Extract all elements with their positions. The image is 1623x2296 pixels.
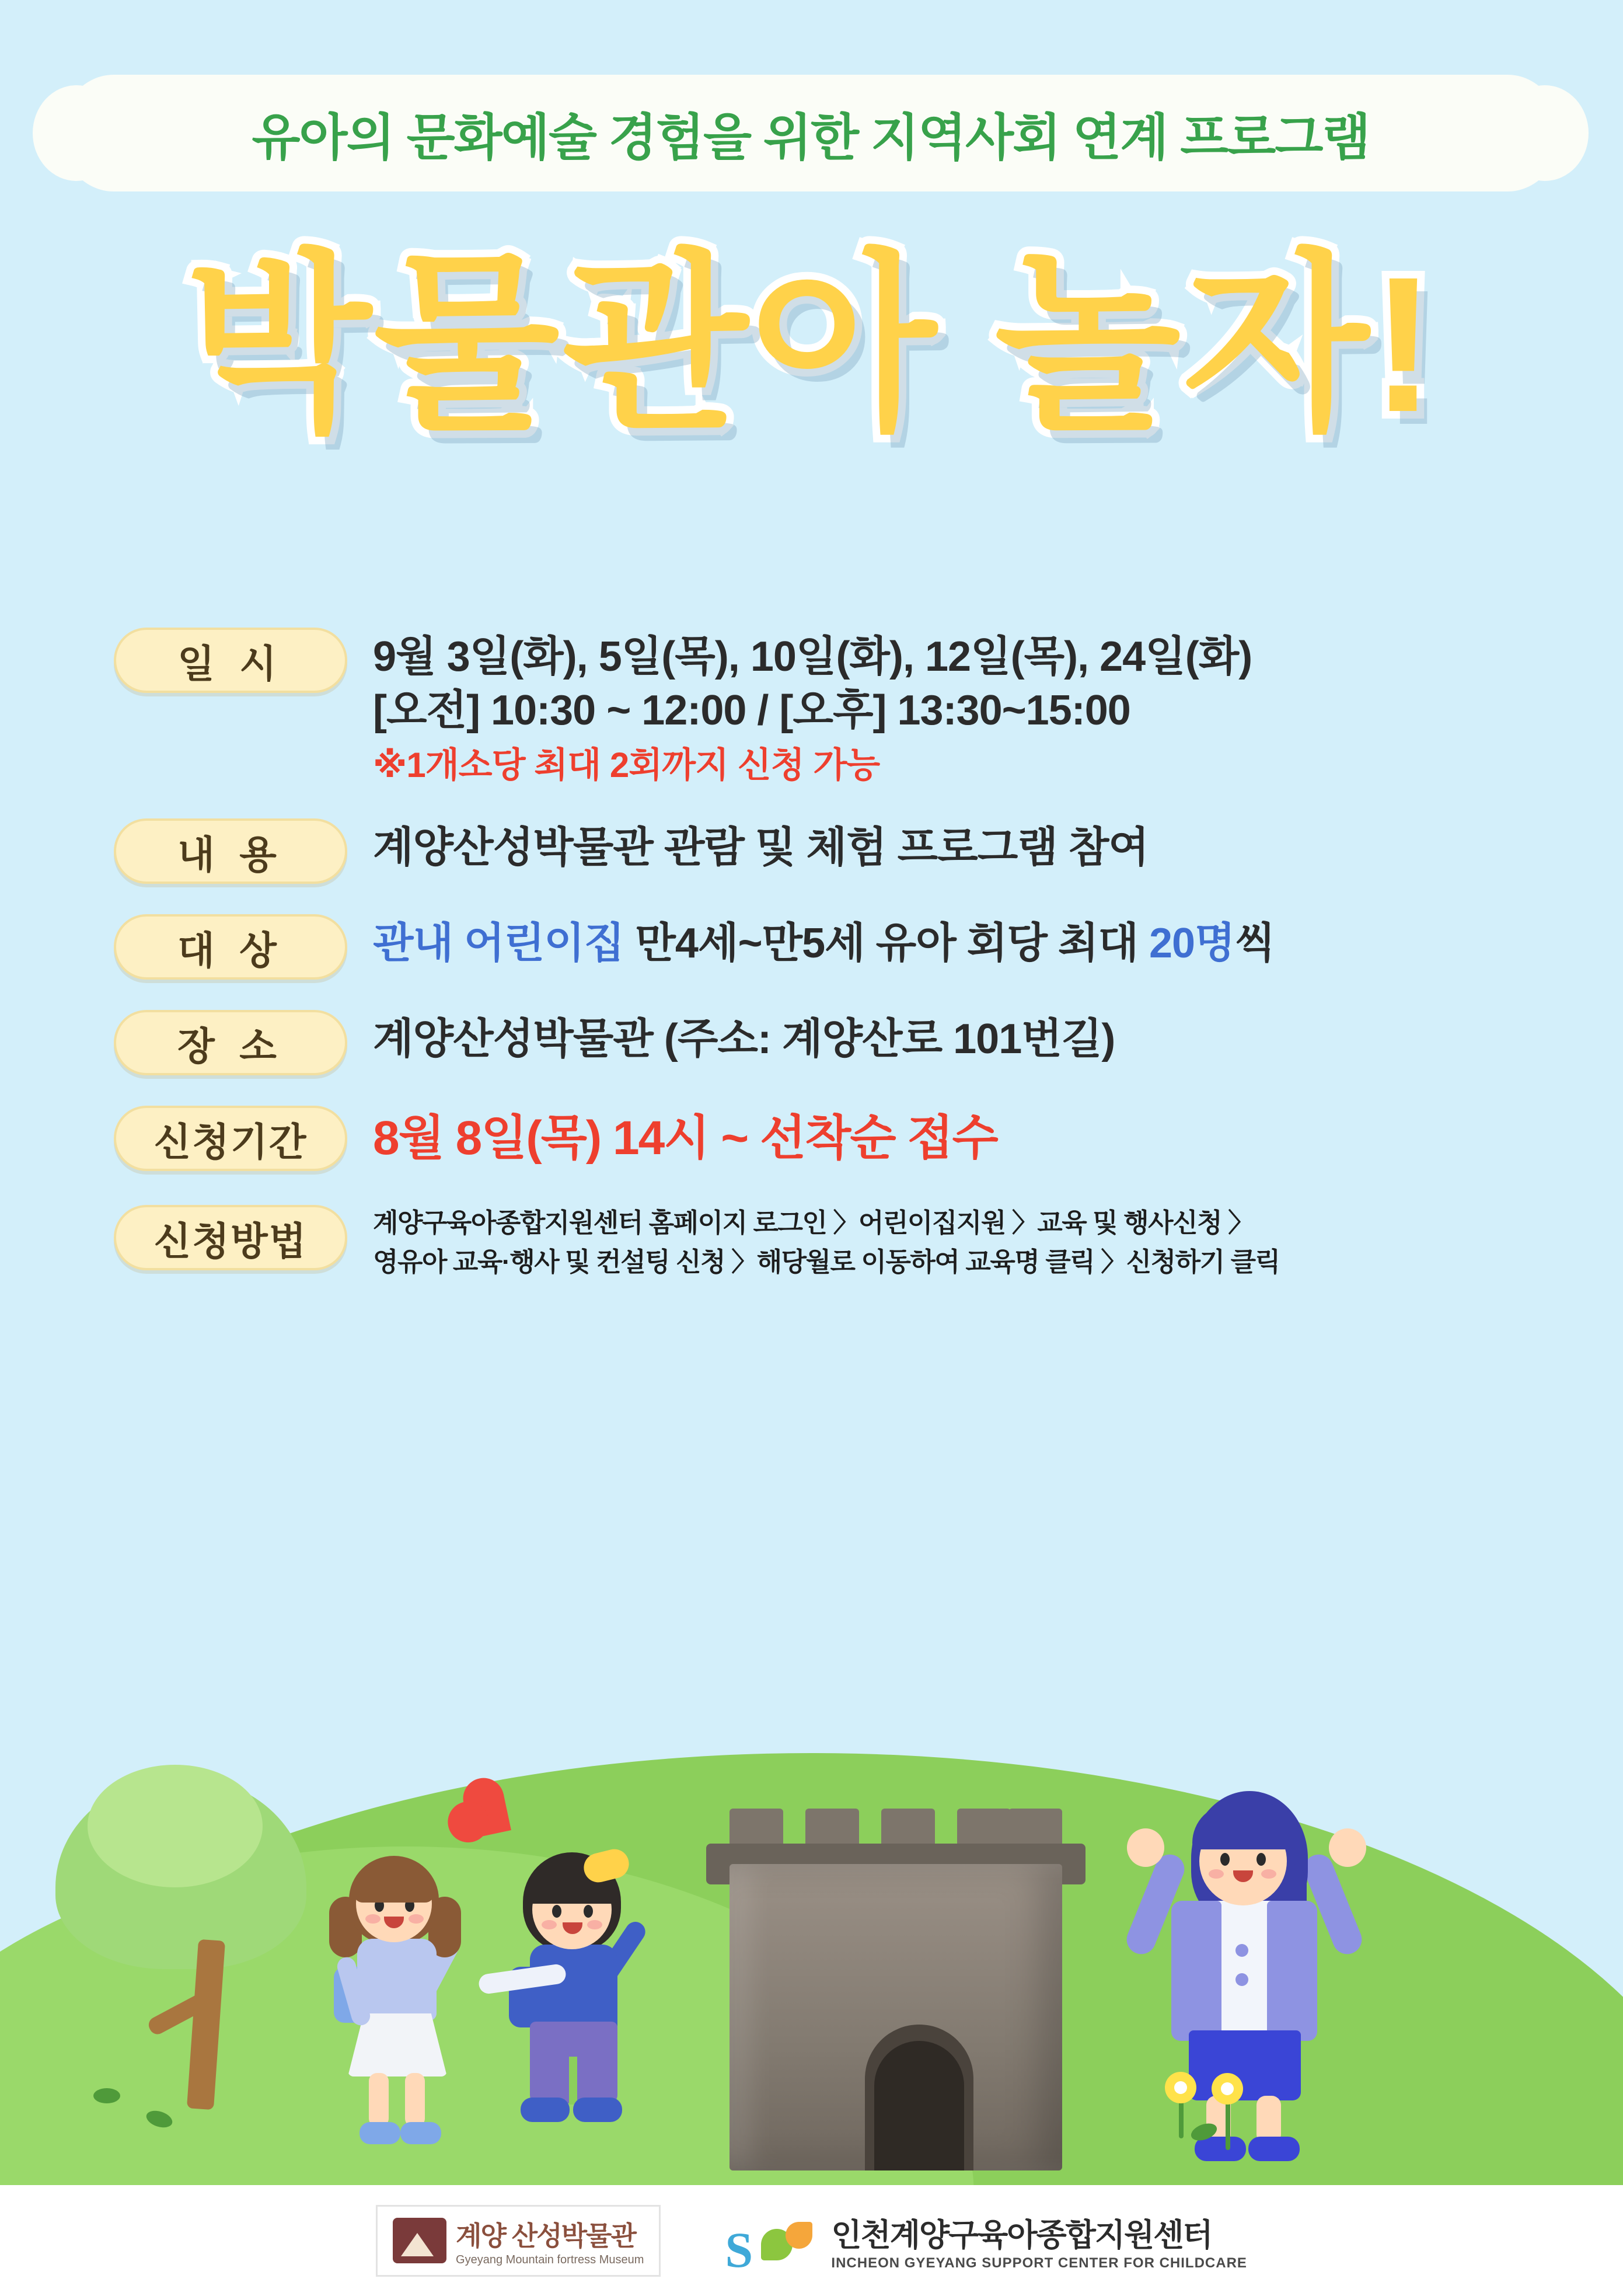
eye-icon: [584, 1905, 593, 1918]
eye-icon: [1220, 1853, 1230, 1866]
value-method: [373, 1201, 1532, 1281]
hair-bangs: [1192, 1804, 1303, 1849]
shoe: [573, 2098, 622, 2122]
page-title: 박물관아 놀자!: [185, 236, 1438, 452]
fortress-illustration: [706, 1809, 1086, 2170]
datetime-note: ※1개소당 최대 2회까지 신청 가능: [373, 745, 880, 785]
target-dark-tail: 씩: [1234, 920, 1275, 967]
target-blue-tail: 20명: [1149, 920, 1235, 967]
info-row-content: [114, 818, 1532, 884]
center-logo-mark-icon: [725, 2214, 818, 2278]
jacket-right: [1267, 1901, 1317, 2041]
center-name-en: INCHEON GYEYANG SUPPORT CENTER FOR CHILDCARE: [831, 2255, 1247, 2271]
ribbon-text: 유아의 문화예술 경험을 위한 지역사회 연계 프로그램: [252, 110, 1370, 166]
shoe: [521, 2098, 570, 2122]
label-method: 신청방법: [114, 1205, 347, 1270]
label-datetime: 일 시: [114, 628, 347, 693]
cheek: [587, 1920, 602, 1929]
page-title-block: [0, 234, 1623, 455]
target-line-1: [373, 917, 1532, 970]
shoe: [1248, 2137, 1300, 2161]
label-target: 대 상: [114, 914, 347, 980]
target-blue-lead: 관내 어린이집: [373, 920, 624, 967]
method-line-2: 영유아 교육·행사 및 컨설팅 신청 〉해당월로 이동하여 교육명 클릭 〉신청하기 클릭: [373, 1246, 1280, 1277]
ribbon-banner: [61, 75, 1561, 191]
content-line-1: 계양산성박물관 관람 및 체험 프로그램 참여: [373, 824, 1149, 872]
flower-stem: [1179, 2098, 1184, 2138]
leg-gap: [569, 2057, 577, 2105]
target-dark-mid: 만4세~만5세 유아 회당 최대: [624, 920, 1150, 967]
label-period: 신청기간: [114, 1106, 347, 1171]
mouth-icon: [1233, 1870, 1253, 1882]
museum-logo-text: [456, 2215, 644, 2267]
mouth-icon: [384, 1917, 404, 1928]
fortress-wall: [730, 1864, 1062, 2170]
eye-icon: [552, 1905, 561, 1918]
shoe: [359, 2122, 400, 2144]
museum-logo-mark-icon: [393, 2218, 446, 2263]
child-girl-ribbon: [467, 1846, 694, 2162]
period-line-1: 8월 8일(목) 14시 ~ 선착순 접수: [373, 1112, 997, 1165]
shoe: [400, 2122, 441, 2144]
datetime-line-1: 9월 3일(화), 5일(목), 10일(화), 12일(목), 24일(화): [373, 633, 1252, 680]
skirt: [1189, 2030, 1301, 2100]
info-list: [114, 628, 1532, 1312]
label-place: 장 소: [114, 1010, 347, 1075]
adult-teacher: [1121, 1791, 1378, 2165]
fortress-gate-opening: [874, 2041, 964, 2170]
museum-name-en: Gyeyang Mountain fortress Museum: [456, 2253, 644, 2266]
shoe: [1195, 2137, 1246, 2161]
center-logo-drop: [786, 2222, 812, 2249]
leg: [405, 2073, 425, 2127]
datetime-line-2: [오전] 10:30 ~ 12:00 / [오후] 13:30~15:00: [373, 687, 1130, 734]
jacket-left: [1171, 1901, 1221, 2041]
method-line-1: 계양구육아종합지원센터 홈페이지 로그인 〉어린이집지원 〉교육 및 행사신청 〉: [373, 1208, 1254, 1238]
museum-name-ko: 계양 산성박물관: [456, 2220, 636, 2251]
center-logo-letter: S: [725, 2222, 753, 2278]
label-content: 내 용: [114, 818, 347, 884]
jacket-button: [1235, 1944, 1248, 1957]
cheek: [1209, 1869, 1224, 1879]
center-name-ko: 인천계양구육아종합지원센터: [831, 2217, 1212, 2253]
info-row-place: [114, 1010, 1532, 1075]
flower-core: [1221, 2082, 1234, 2095]
value-period: [373, 1106, 1532, 1169]
shirt: [357, 1939, 437, 2020]
value-content: [373, 818, 1532, 874]
cheek: [1261, 1869, 1276, 1879]
logo-museum: [376, 2205, 661, 2277]
info-row-target: [114, 914, 1532, 980]
value-place: [373, 1010, 1532, 1066]
place-line-1: 계양산성박물관 (주소: 계양산로 101번길): [373, 1016, 1115, 1063]
leg: [369, 2073, 389, 2127]
footer-logos: [0, 2185, 1623, 2296]
jacket-button: [1235, 1973, 1248, 1986]
value-target: [373, 914, 1532, 970]
hand: [1329, 1828, 1366, 1867]
value-datetime: [373, 628, 1532, 788]
hand: [1127, 1828, 1164, 1867]
flower-stem: [1226, 2098, 1230, 2150]
cheek: [542, 1920, 557, 1929]
cheek: [409, 1914, 424, 1924]
info-row-datetime: [114, 628, 1532, 788]
info-row-period: [114, 1106, 1532, 1171]
eye-icon: [1256, 1853, 1266, 1866]
center-logo-text: [831, 2210, 1247, 2271]
tree-foliage-top-icon: [88, 1765, 263, 1887]
logo-childcare-center: [725, 2210, 1247, 2278]
mouth-icon: [563, 1922, 582, 1934]
cheek: [365, 1914, 381, 1924]
shirt: [530, 1945, 617, 2032]
info-row-method: [114, 1201, 1532, 1281]
leaf-icon: [93, 2088, 120, 2103]
flower-core: [1174, 2081, 1187, 2094]
flower-icon: [1165, 2072, 1196, 2103]
flower-icon: [1212, 2073, 1243, 2105]
fortress-gate: [865, 2025, 973, 2170]
